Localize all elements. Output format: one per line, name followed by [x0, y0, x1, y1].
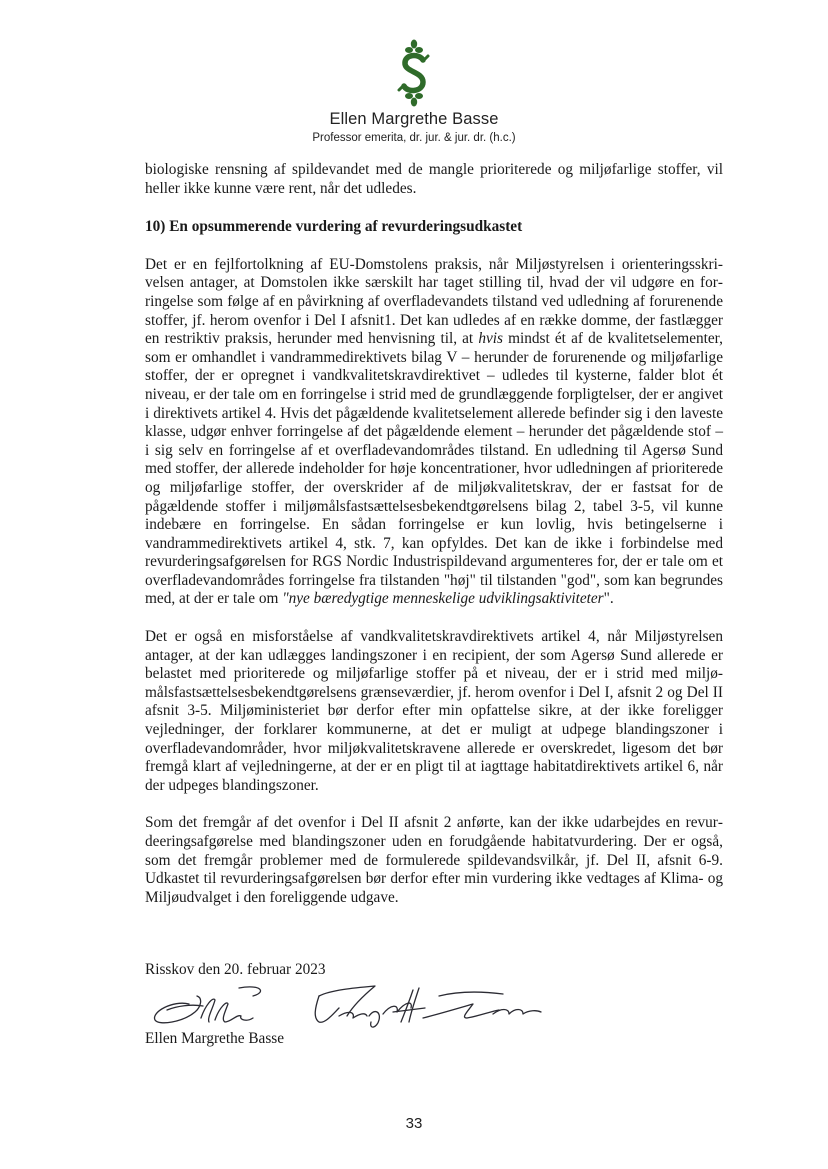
paragraph-1-emphasis-hvis: hvis [478, 330, 503, 348]
signatory-name: Ellen Margrethe Basse [145, 1029, 285, 1047]
intro-continuation: biologiske rensning af spildevandet med de mangle prioriterede og miljøfarlige stoffer, vil heller ikke kunne være rent, når det udledes. [145, 161, 723, 197]
paragraph-1-part-2: mindst ét af de kvalitetselementer, som er omhandlet i vandrammedirektivets bilag V – herunder de forurenende og miljøfarlige stoffer, der er opregnet i vandkvalitetskravdirektivet – udledes til kysterne, falder blot ét niveau, er der tale om en forringelse i strid med de grundlæggende forpligtelser, der er angivet i direktivets artikel 4. Hvis det pågældende kvalitetselement allerede befinder sig i den laveste klasse, udgør enhver forringelse af det pågældende element – herunder det pågældende stof – i sig selv en forringelse af et overfladevandområdes tilstand. En udledning til Agersø Sund med stoffer, der allerede indeholder for høje koncentrationer, hvor udledningen af prioriterede og miljøfarlige stoffer, der overskrider af de miljøkvalitetskrav, der er fastsat for de pågældende stoffer i miljømålsfastsættelsesbekendtgørelsens bilag 2, tabel 3-5, vil kunne indebære en forringelse. En sådan forringelse er kun lovlig, hvis betingelserne i vandrammedirektivets artikel 4, stk. 7, kan opfyldes. Det kan de ikke i forbindelse med revurderingsafgørelsen for RGS Nordic Industrispildevand argumenteres for, der er tale om et overfladevandområdes forringelse fra tilstanden "høj" til tilstanden "god", som kan begrundes med, at der er tale om [145, 330, 723, 608]
page-number: 33 [405, 1115, 423, 1132]
letterhead-name: Ellen Margrethe Basse [329, 110, 499, 128]
handwritten-signature-icon [143, 982, 563, 1030]
letterhead-title: Professor emerita, dr. jur. & jur. dr. (h.c.) [312, 132, 516, 144]
section-heading: 10) En opsummerende vurdering af revurderingsudkastet [145, 218, 523, 236]
place-and-date: Risskov den 20. februar 2023 [145, 961, 326, 979]
paragraph-3: Som det fremgår af det ovenfor i Del II afsnit 2 anførte, kan der ikke udarbejdes en revurdeeringsafgørelse med blandingszoner uden en forudgående habitatvurdering. Der er også, som det fremgår problemer med de formulerede spildevandsvilkår, jf. Del II, afsnit 6-9. Udkastet til revurderingsafgørelsen bør derfor efter min vurdering ikke vedtages af Klima- og Miljøudvalget i den foreliggende udgave. [145, 814, 723, 906]
paragraph-1-emphasis-quote: "nye bæredygtige menneskelige udviklingsaktiviteter [282, 590, 604, 608]
paragraph-1-part-3: ". [603, 590, 614, 608]
ornament-s-icon [392, 38, 436, 108]
paragraph-1-part-1: Det er en fejlfortolkning af EU-Domstolens praksis, når Miljøstyrelsen i orienteringsskrivelsen antager, at Domstolen ikke særskilt har taget stilling til, hvad der vil udgøre en forringelse som følge af en påvirkning af overfladevandets tilstand ved udledning af forurenende stoffer, jf. herom ovenfor i Del I afsnit1. Det kan udledes af en række domme, der fastlægger en restriktiv praksis, herunder med henvisning til, at [145, 255, 723, 348]
paragraph-2: Det er også en misforståelse af vandkvalitetskravdirektivets artikel 4, når Miljøstyrelsen antager, at der kan udlægges landingszoner i en recipient, der som Agersø Sund allerede er belastet med prioriterede og miljøfarlige stoffer på et niveau, der er i strid med miljømålsfastsættelsesbekendtgørelsens grænseværdier, jf. herom ovenfor i Del I, afsnit 2 og Del II afsnit 3-5. Miljøministeriet bør derfor efter min opfattelse sikre, at der ikke foreligger vejledninger, der forklarer kommunerne, at det er muligt at udpege blandingszoner i overfladevandområder, hvor miljøkvalitetskravene allerede er overskredet, ligesom det bør fremgå klart af vejledningerne, at der er en pligt til at iagttage habitatdirektivets artikel 6, når der udpeges blandingszoner. [145, 628, 723, 794]
letter-body [145, 161, 723, 1049]
paragraph-1 [145, 256, 723, 609]
letterhead [0, 38, 828, 144]
